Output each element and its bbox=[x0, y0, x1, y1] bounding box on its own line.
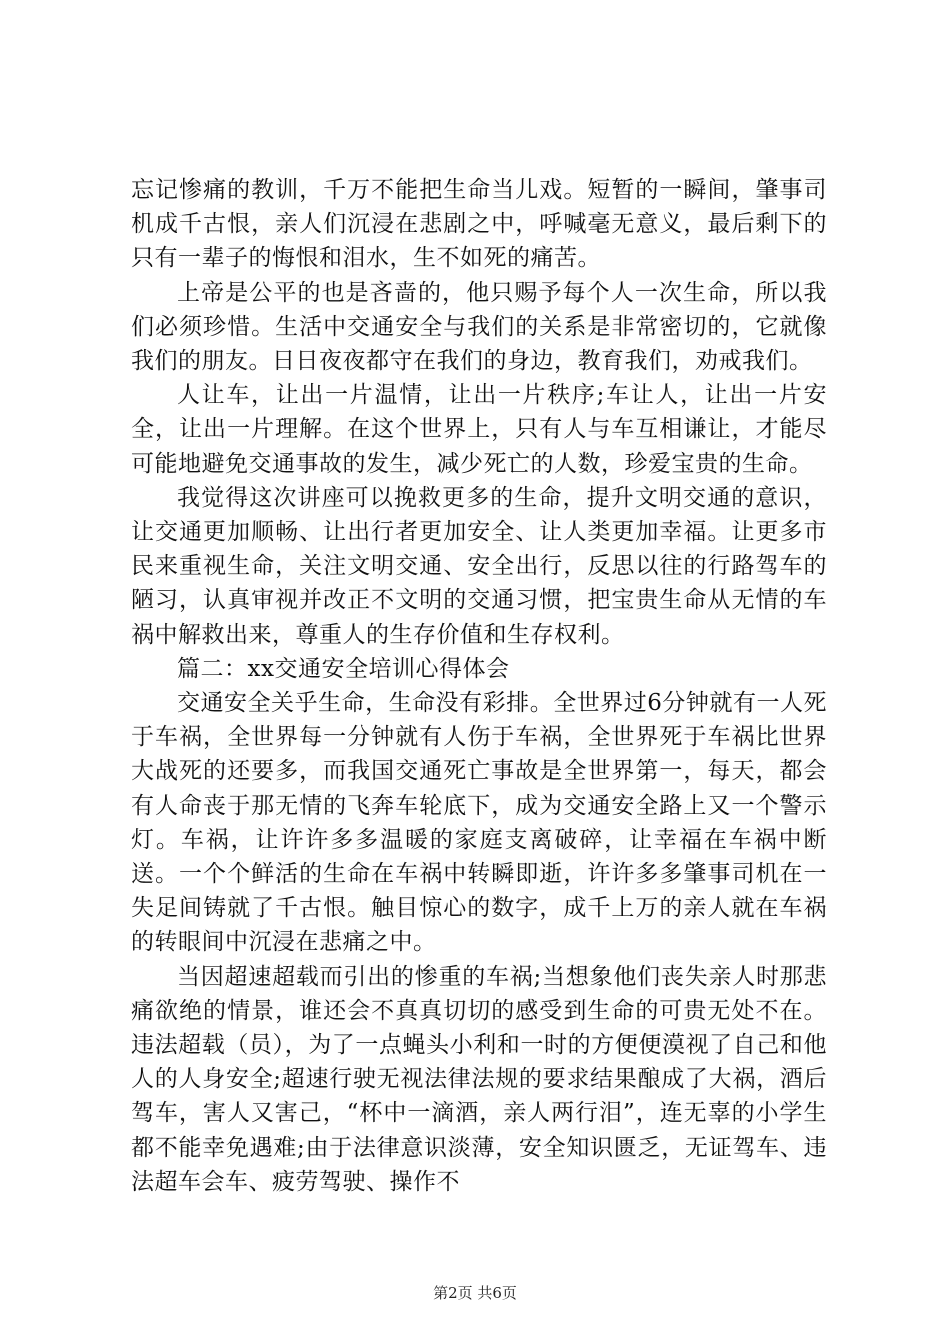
paragraph-traffic-safety: 交通安全关乎生命，生命没有彩排。全世界过6分钟就有一人死于车祸，全世界每一分钟就有人伤于车祸，全世界死于车祸比世界大战死的还要多，而我国交通死亡事故是全世界第一，每天，都会有人命丧于那无情的飞奔车轮底下，成为交通安全路上又一个警示灯。车祸，让许许多多温暖的家庭支离破碎，让幸福在车祸中断送。一个个鲜活的生命在车祸中转瞬即逝，许许多多肇事司机在一失足间铸就了千古恨。触目惊心的数字，成千上万的亲人就在车祸的转眼间中沉浸在悲痛之中。 bbox=[131, 690, 827, 956]
section-heading: 篇二：xx交通安全培训心得体会 bbox=[177, 655, 510, 682]
document-body bbox=[131, 173, 827, 1199]
page-footer: 第2页 共6页 bbox=[433, 1284, 517, 1302]
paragraph-yield: 人让车，让出一片温情，让出一片秩序;车让人，让出一片安全，让出一片理解。在这个世界上，只有人与车互相谦让，才能尽可能地避免交通事故的发生，减少死亡的人数，珍爱宝贵的生命。 bbox=[131, 382, 827, 477]
paragraph-lecture: 我觉得这次讲座可以挽救更多的生命，提升文明交通的意识，让交通更加顺畅、让出行者更加安全、让人类更加幸福。让更多市民来重视生命，关注文明交通、安全出行，反思以往的行路驾车的陋习，认真审视并改正不文明的交通习惯，把宝贵生命从无情的车祸中解救出来，尊重人的生存价值和生存权利。 bbox=[131, 484, 827, 648]
paragraph-cherish-life: 上帝是公平的也是吝啬的，他只赐予每个人一次生命，所以我们必须珍惜。生活中交通安全与我们的关系是非常密切的，它就像我们的朋友。日日夜夜都守在我们的身边，教育我们，劝戒我们。 bbox=[131, 279, 827, 375]
paragraph-overload-speeding: 当因超速超载而引出的惨重的车祸;当想象他们丧失亲人时那悲痛欲绝的情景，谁还会不真真切切的感受到生命的可贵无处不在。违法超载（员），为了一点蝇头小利和一时的方便便漠视了自己和他人的人身安全;超速行驶无视法律法规的要求结果酿成了大祸，酒后驾车，害人又害己，“杯中一滴酒，亲人两行泪”，连无辜的小学生都不能幸免遇难;由于法律意识淡薄，安全知识匮乏，无证驾车、违法超车会车、疲劳驾驶、操作不 bbox=[131, 963, 827, 1195]
paragraph-continuation: 忘记惨痛的教训，千万不能把生命当儿戏。短暂的一瞬间，肇事司机成千古恨，亲人们沉浸在悲剧之中，呼喊毫无意义，最后剩下的只有一辈子的悔恨和泪水，生不如死的痛苦。 bbox=[131, 177, 827, 272]
